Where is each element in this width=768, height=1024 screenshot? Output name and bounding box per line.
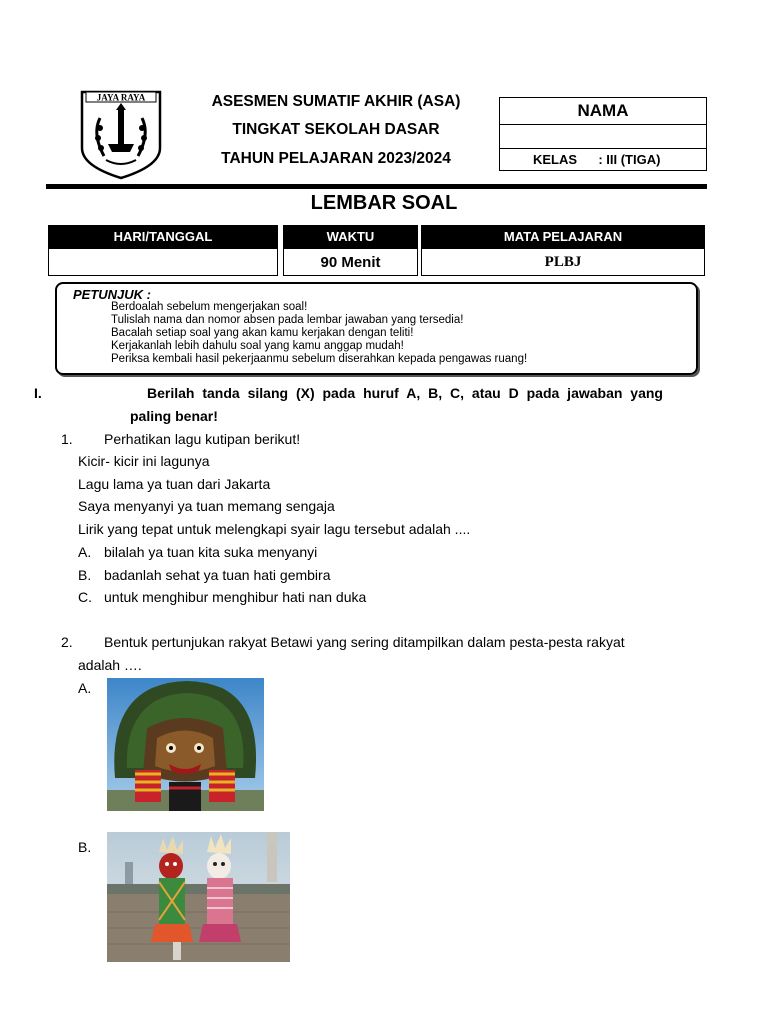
reog-mask-photo[interactable] (107, 678, 264, 811)
question-prompt: Bentuk pertunjukan rakyat Betawi yang sering ditampilkan dalam pesta-pesta rakyat (104, 634, 625, 650)
subject-value: PLBJ (421, 248, 705, 276)
option-letter[interactable]: C. (78, 589, 92, 605)
instruction-item: Kerjakanlah lebih dahulu soal yang kamu anggap mudah! (111, 340, 404, 352)
name-class-box (499, 97, 707, 171)
instructions-box (55, 282, 698, 375)
question-prompt: Perhatikan lagu kutipan berikut! (104, 431, 301, 447)
instruction-item: Berdoalah sebelum mengerjakan soal! (111, 301, 308, 313)
header-divider (46, 184, 707, 189)
time-value: 90 Menit (283, 248, 418, 276)
header-date: HARI/TANGGAL (48, 225, 278, 248)
section-instruction-cont: paling benar! (130, 408, 218, 424)
option-letter[interactable]: A. (78, 680, 92, 696)
option-text[interactable]: untuk menghibur menghibur hati nan duka (104, 589, 367, 605)
instruction-item: Periksa kembali hasil pekerjaanmu sebelum diserahkan kepada pengawas ruang! (111, 353, 528, 365)
date-value[interactable] (48, 248, 278, 276)
question-number: 2. (61, 634, 73, 650)
class-value: : III (TIGA) (598, 152, 661, 167)
option-text[interactable]: bilalah ya tuan kita suka menyanyi (104, 544, 318, 560)
name-label: NAMA (500, 98, 706, 125)
lyric-line: Lagu lama ya tuan dari Jakarta (78, 476, 271, 492)
option-letter[interactable]: B. (78, 839, 92, 855)
lyric-line: Saya menyanyi ya tuan memang sengaja (78, 498, 335, 514)
option-letter[interactable]: A. (78, 544, 92, 560)
section-instruction: Berilah tanda silang (X) pada huruf A, B, C, atau D pada jawaban yang (147, 385, 663, 401)
exam-title: ASESMEN SUMATIF AKHIR (ASA) (211, 93, 461, 110)
school-level: TINGKAT SEKOLAH DASAR (232, 121, 440, 138)
sheet-title: LEMBAR SOAL (310, 192, 458, 214)
lyric-line: Kicir- kicir ini lagunya (78, 453, 210, 469)
ondel-ondel-photo[interactable] (107, 832, 290, 962)
instruction-item: Bacalah setiap soal yang akan kamu kerjakan dengan teliti! (111, 327, 414, 339)
class-row (500, 149, 706, 172)
question-prompt-cont: adalah …. (78, 657, 142, 673)
instructions-title: PETUNJUK : (73, 287, 152, 302)
instruction-item: Tulislah nama dan nomor absen pada lembar jawaban yang tersedia! (111, 314, 464, 326)
svg-text:JAYA RAYA: JAYA RAYA (96, 92, 146, 103)
option-text[interactable]: badanlah sehat ya tuan hati gembira (104, 567, 331, 583)
header-time: WAKTU (283, 225, 418, 248)
question-text: Lirik yang tepat untuk melengkapi syair lagu tersebut adalah .... (78, 521, 471, 537)
header-subject: MATA PELAJARAN (421, 225, 705, 248)
option-letter[interactable]: B. (78, 567, 92, 583)
question-number: 1. (61, 431, 73, 447)
jakarta-logo (78, 88, 164, 180)
name-field[interactable] (500, 125, 706, 149)
class-label: KELAS (533, 152, 578, 167)
academic-year: TAHUN PELAJARAN 2023/2024 (221, 150, 451, 167)
section-numeral: I. (34, 385, 42, 401)
